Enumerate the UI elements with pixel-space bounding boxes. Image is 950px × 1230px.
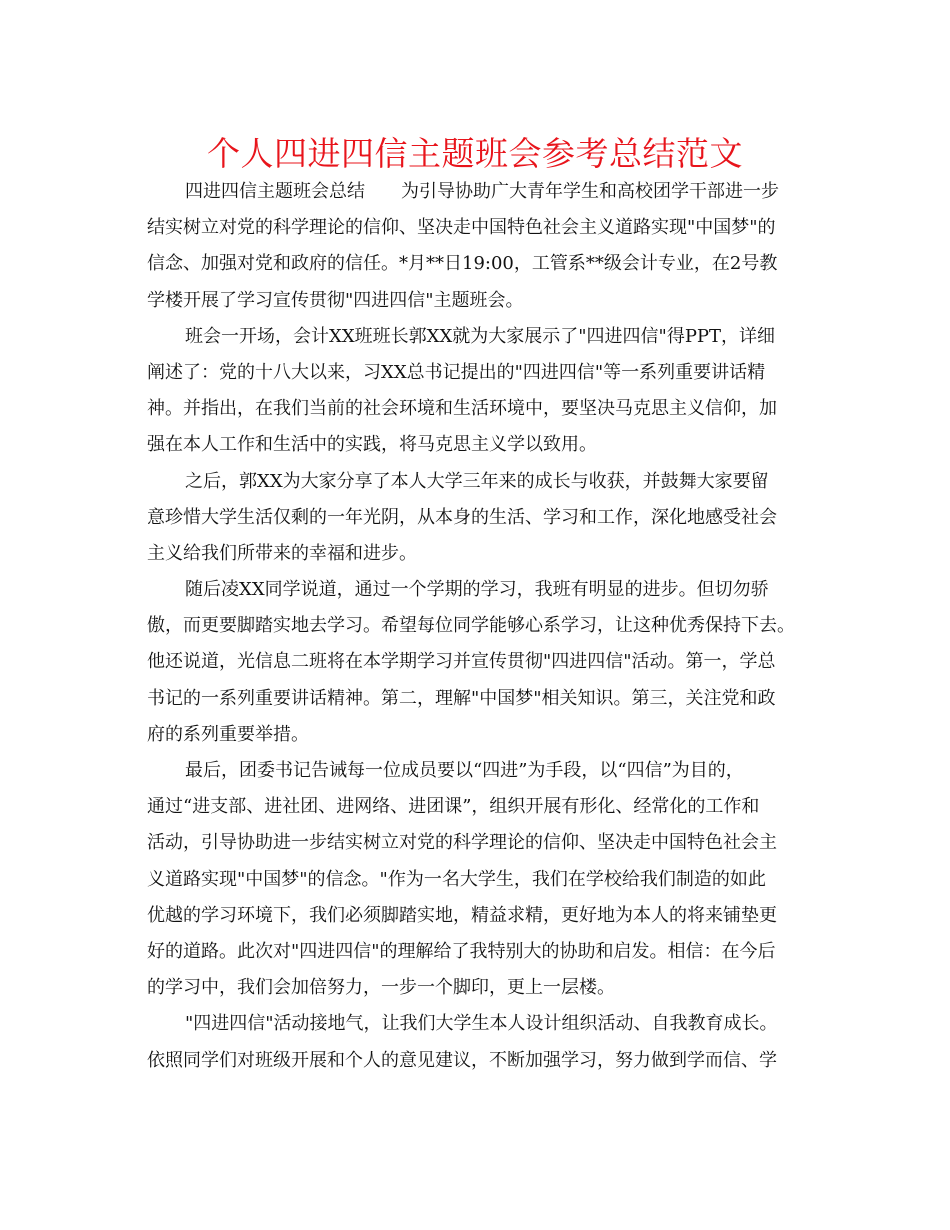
text-line: 阐述了：党的十八大以来，习XX总书记提出的"四进四信"等一系列重要讲话精 bbox=[147, 361, 766, 383]
text-line: 神。并指出，在我们当前的社会环境和生活环境中，要坚决马克思主义信仰，加 bbox=[147, 398, 777, 420]
text-line: 意珍惜大学生活仅剩的一年光阴，从本身的生活、学习和工作，深化地感受社会 bbox=[147, 506, 777, 528]
text-line: 府的系列重要举措。 bbox=[147, 723, 309, 745]
text-line: 通过“进支部、进社团、进网络、进团课”，组织开展有形化、经常化的工作和 bbox=[147, 796, 760, 818]
text-line: 信念、加强对党和政府的信任。*月**日19:00，工管系**级会计专业，在2号教 bbox=[147, 253, 778, 275]
text-line: 傲，而更要脚踏实地去学习。希望每位同学能够心系学习，让这种优秀保持下去。 bbox=[147, 615, 795, 637]
text-line: 结实树立对党的科学理论的信仰、坚决走中国特色社会主义道路实现"中国梦"的 bbox=[147, 217, 776, 239]
text-line: 主义给我们所带来的幸福和进步。 bbox=[147, 542, 417, 564]
text-line: 的学习中，我们会加倍努力，一步一个脚印，更上一层楼。 bbox=[147, 977, 615, 999]
text-line: "四进四信"活动接地气，让我们大学生本人设计组织活动、自我教育成长。 bbox=[185, 1013, 778, 1035]
text-line: 强在本人工作和生活中的实践，将马克思主义学以致用。 bbox=[147, 434, 597, 456]
text-line: 他还说道，光信息二班将在本学期学习并宣传贯彻"四进四信"活动。第一，学总 bbox=[147, 651, 776, 673]
document-body bbox=[147, 174, 812, 1079]
text-line: 四进四信主题班会总结 为引导协助广大青年学生和高校团学干部进一步 bbox=[185, 181, 779, 202]
document-title: 个人四进四信主题班会参考总结范文 bbox=[207, 134, 743, 173]
text-line: 之后，郭XX为大家分享了本人大学三年来的成长与收获，并鼓舞大家要留 bbox=[185, 470, 769, 492]
text-line: 义道路实现"中国梦"的信念。"作为一名大学生，我们在学校给我们制造的如此 bbox=[147, 868, 766, 890]
text-line: 好的道路。此次对"四进四信"的理解给了我特别大的协助和启发。相信：在今后 bbox=[147, 940, 776, 962]
text-line: 班会一开场，会计XX班班长郭XX就为大家展示了"四进四信"得PPT，详细 bbox=[185, 325, 776, 347]
text-line: 依照同学们对班级开展和个人的意见建议，不断加强学习，努力做到学而信、学 bbox=[147, 1049, 777, 1071]
text-line: 书记的一系列重要讲话精神。第二，理解"中国梦"相关知识。第三，关注党和政 bbox=[147, 687, 776, 709]
text-line: 随后凌XX同学说道，通过一个学期的学习，我班有明显的进步。但切勿骄 bbox=[185, 579, 769, 601]
text-line: 最后，团委书记告诫每一位成员要以“四进”为手段，以“四信”为目的， bbox=[185, 760, 744, 781]
text-line: 优越的学习环境下，我们必须脚踏实地，精益求精，更好地为本人的将来铺垫更 bbox=[147, 904, 777, 926]
text-line: 活动，引导协助进一步结实树立对党的科学理论的信仰、坚决走中国特色社会主 bbox=[147, 832, 777, 854]
text-line: 学楼开展了学习宣传贯彻"四进四信"主题班会。 bbox=[147, 289, 524, 311]
